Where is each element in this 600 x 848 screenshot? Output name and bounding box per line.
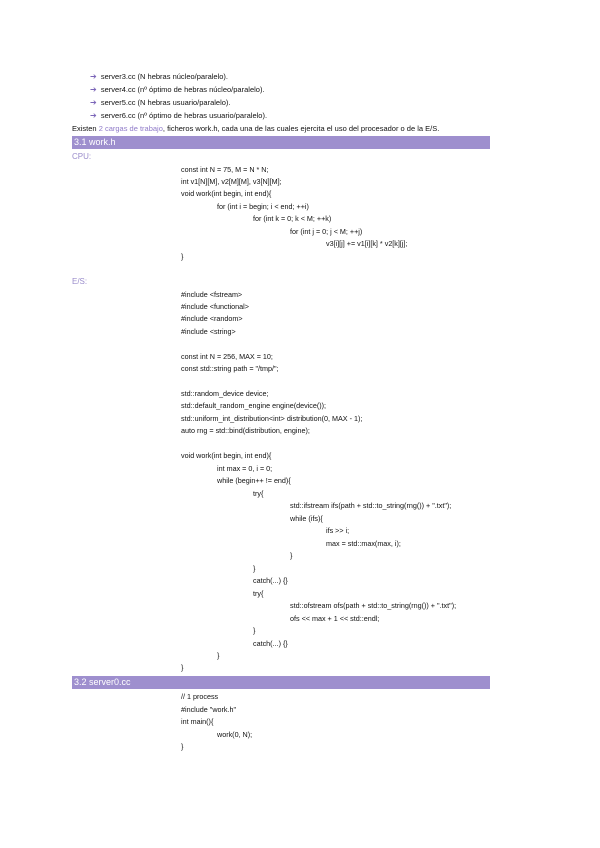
workload-link[interactable]: 2 cargas de trabajo: [98, 124, 163, 133]
code-line: std::default_random_engine engine(device());: [181, 401, 327, 410]
code-line: std::random_device device;: [181, 389, 269, 398]
arrow-right-icon: ➔: [90, 72, 97, 81]
code-line: auto rng = std::bind(distribution, engine);: [181, 426, 310, 435]
code-line: const int N = 75, M = N * N;: [181, 165, 269, 174]
code-line: #include <string>: [181, 327, 236, 336]
section-heading-work-h: 3.1 work.h: [72, 136, 490, 149]
code-line: v3[i][j] += v1[i][k] * v2[k][j];: [326, 239, 408, 248]
bullet-text: server5.cc (N hebras usuario/paralelo).: [100, 98, 231, 107]
list-item: [90, 111, 267, 121]
code-line: while (begin++ != end){: [217, 476, 291, 485]
code-line: int main(){: [181, 717, 214, 726]
code-line: while (ifs){: [290, 514, 323, 523]
code-line: try{: [253, 489, 264, 498]
code-line: max = std::max(max, i);: [326, 539, 401, 548]
intro-text-rest: , ficheros work.h, cada una de las cuales ejercita el uso del procesador o de la E/S.: [162, 124, 440, 133]
code-line: work(0, N);: [217, 730, 253, 739]
io-label: E/S:: [72, 277, 88, 286]
cpu-label: CPU:: [72, 152, 92, 161]
code-line: for (int i = begin; i < end; ++i): [217, 202, 309, 211]
arrow-right-icon: ➔: [90, 111, 97, 120]
code-line: void work(int begin, int end){: [181, 189, 272, 198]
code-line: #include "work.h": [181, 705, 237, 714]
code-line: std::ifstream ifs(path + std::to_string(rng()) + ".txt");: [290, 501, 452, 510]
code-line: }: [290, 551, 293, 560]
code-line: try{: [253, 589, 264, 598]
list-item: [90, 98, 231, 108]
intro-paragraph: [72, 124, 439, 134]
code-line: catch(...) {}: [253, 576, 288, 585]
code-line: }: [181, 663, 184, 672]
code-line: const std::string path = "/tmp/";: [181, 364, 279, 373]
code-line: for (int k = 0; k < M; ++k): [253, 214, 332, 223]
code-line: int max = 0, i = 0;: [217, 464, 273, 473]
arrow-right-icon: ➔: [90, 98, 97, 107]
bullet-text: server3.cc (N hebras núcleo/paralelo).: [100, 72, 229, 81]
code-line: std::uniform_int_distribution<int> distribution(0, MAX - 1);: [181, 414, 363, 423]
arrow-right-icon: ➔: [90, 85, 97, 94]
code-line: }: [181, 252, 184, 261]
code-line: }: [253, 626, 256, 635]
code-line: catch(...) {}: [253, 639, 288, 648]
code-line: ifs >> i;: [326, 526, 350, 535]
code-line: // 1 process: [181, 692, 219, 701]
section-heading-server0: 3.2 server0.cc: [72, 676, 490, 689]
intro-text: Existen: [72, 124, 99, 133]
code-line: #include <fstream>: [181, 290, 243, 299]
code-line: const int N = 256, MAX = 10;: [181, 352, 273, 361]
code-line: #include <functional>: [181, 302, 249, 311]
code-line: }: [253, 564, 256, 573]
list-item: [90, 72, 228, 82]
code-line: }: [217, 651, 220, 660]
bullet-text: server6.cc (nº óptimo de hebras usuario/paralelo).: [100, 111, 268, 120]
code-line: #include <random>: [181, 314, 243, 323]
list-item: [90, 85, 265, 95]
bullet-text: server4.cc (nº óptimo de hebras núcleo/paralelo).: [100, 85, 265, 94]
code-line: void work(int begin, int end){: [181, 451, 272, 460]
code-line: std::ofstream ofs(path + std::to_string(rng()) + ".txt");: [290, 601, 457, 610]
code-line: }: [181, 742, 184, 751]
code-line: for (int j = 0; j < M; ++j): [290, 227, 363, 236]
code-line: ofs << max + 1 << std::endl;: [290, 614, 380, 623]
code-line: int v1[N][M], v2[M][M], v3[N][M];: [181, 177, 282, 186]
